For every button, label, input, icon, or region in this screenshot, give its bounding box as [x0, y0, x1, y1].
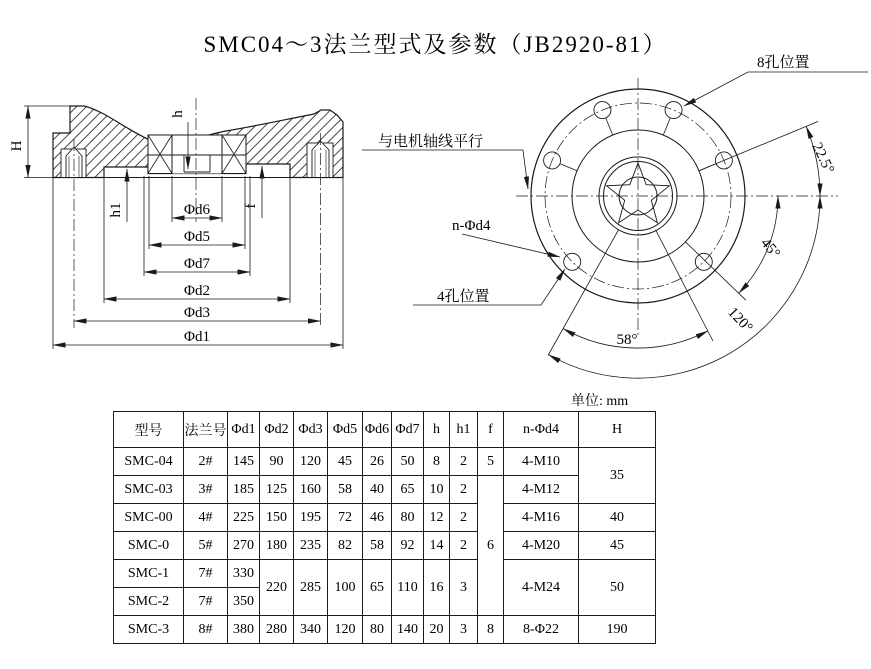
cell-h1: 2 [450, 532, 478, 560]
angle-label-45: 45° [757, 235, 783, 262]
cell-h: 14 [424, 532, 450, 560]
section-view [9, 98, 343, 349]
dim-label-d6: Φd6 [184, 202, 210, 218]
cell-H: 40 [579, 504, 656, 532]
cell-d5: 45 [328, 448, 363, 476]
cell-d5: 72 [328, 504, 363, 532]
page-title: SMC04～3法兰型式及参数（JB2920-81） [203, 32, 668, 57]
dim-label-d5: Φd5 [184, 229, 210, 245]
cell-H: 190 [579, 616, 656, 644]
table-header-row [114, 412, 656, 448]
cell-H: 50 [579, 560, 656, 616]
unit-label: 单位: mm [571, 394, 629, 409]
cell-h1: 2 [450, 476, 478, 504]
header-H: H [579, 412, 656, 448]
cell-d1: 225 [228, 504, 260, 532]
cell-model: SMC-04 [114, 448, 184, 476]
cell-f: 5 [478, 448, 504, 476]
cell-nd4: 8-Φ22 [504, 616, 579, 644]
cell-d5: 58 [328, 476, 363, 504]
front-view [362, 53, 868, 378]
cell-d2: 125 [260, 476, 294, 504]
table-row [114, 532, 656, 560]
cell-d3: 120 [294, 448, 328, 476]
cell-d7: 50 [392, 448, 424, 476]
right-stud-bolt [307, 141, 333, 178]
cell-d3: 235 [294, 532, 328, 560]
header-d1: Φd1 [228, 412, 260, 448]
cell-d3: 160 [294, 476, 328, 504]
cell-flange: 8# [184, 616, 228, 644]
cell-H: 45 [579, 532, 656, 560]
cell-flange: 7# [184, 588, 228, 616]
leader-n-d4 [462, 234, 560, 257]
cell-d7: 110 [392, 560, 424, 616]
label-n-d4: n-Φd4 [452, 218, 491, 234]
header-f: f [478, 412, 504, 448]
header-h1: h1 [450, 412, 478, 448]
cell-d6: 58 [363, 532, 392, 560]
cell-nd4: 4-M24 [504, 560, 579, 616]
cell-d2: 150 [260, 504, 294, 532]
header-nd4: n-Φd4 [504, 412, 579, 448]
table-row [114, 616, 656, 644]
cell-nd4: 4-M10 [504, 448, 579, 476]
cell-d6: 46 [363, 504, 392, 532]
cell-d6: 80 [363, 616, 392, 644]
angle-label-120: 120° [724, 304, 756, 337]
cell-nd4: 4-M20 [504, 532, 579, 560]
cell-d6: 26 [363, 448, 392, 476]
label-parallel-axis: 与电机轴线平行 [378, 134, 484, 150]
table-row [114, 476, 656, 504]
cell-model: SMC-2 [114, 588, 184, 616]
cell-d6: 65 [363, 560, 392, 616]
cell-flange: 3# [184, 476, 228, 504]
header-d2: Φd2 [260, 412, 294, 448]
header-d7: Φd7 [392, 412, 424, 448]
cell-h: 16 [424, 560, 450, 616]
cell-d1: 185 [228, 476, 260, 504]
cell-H: 35 [579, 448, 656, 504]
dim-label-d2: Φd2 [184, 283, 210, 299]
label-8-hole-position: 8孔位置 [757, 55, 810, 71]
cell-d6: 40 [363, 476, 392, 504]
cell-d7: 65 [392, 476, 424, 504]
cell-d7: 92 [392, 532, 424, 560]
header-model: 型号 [114, 412, 184, 448]
cell-d3: 285 [294, 560, 328, 616]
cell-nd4: 4-M16 [504, 504, 579, 532]
cell-d2: 180 [260, 532, 294, 560]
cell-nd4: 4-M12 [504, 476, 579, 504]
cell-d1: 350 [228, 588, 260, 616]
center-bore [148, 135, 246, 174]
cell-h1: 2 [450, 504, 478, 532]
cell-d1: 380 [228, 616, 260, 644]
dim-label-d7: Φd7 [184, 256, 210, 272]
cell-d1: 330 [228, 560, 260, 588]
label-4-hole-position: 4孔位置 [437, 289, 490, 305]
cell-h1: 2 [450, 448, 478, 476]
table-row [114, 504, 656, 532]
cell-model: SMC-03 [114, 476, 184, 504]
angle-label-22-5: 22.5° [808, 140, 837, 177]
cell-d2: 90 [260, 448, 294, 476]
cell-f: 6 [478, 476, 504, 616]
header-d6: Φd6 [363, 412, 392, 448]
cell-d5: 82 [328, 532, 363, 560]
cell-model: SMC-1 [114, 560, 184, 588]
left-stud-bolt [61, 147, 86, 178]
dim-label-f: f [243, 203, 259, 209]
cell-flange: 7# [184, 560, 228, 588]
leader-parallel-axis [362, 150, 528, 189]
cell-h: 10 [424, 476, 450, 504]
cell-d1: 270 [228, 532, 260, 560]
cell-h: 20 [424, 616, 450, 644]
cell-d3: 340 [294, 616, 328, 644]
header-flange: 法兰号 [184, 412, 228, 448]
cell-h1: 3 [450, 616, 478, 644]
leader-8-hole [684, 72, 868, 106]
header-d3: Φd3 [294, 412, 328, 448]
angle-label-58: 58° [616, 332, 638, 348]
cell-flange: 2# [184, 448, 228, 476]
cell-model: SMC-0 [114, 532, 184, 560]
dim-label-d3: Φd3 [184, 305, 210, 321]
parameter-table [113, 411, 656, 644]
cell-h1: 3 [450, 560, 478, 616]
header-d5: Φd5 [328, 412, 363, 448]
cell-d2: 220 [260, 560, 294, 616]
cell-d7: 140 [392, 616, 424, 644]
dim-label-H: H [9, 140, 25, 152]
cell-d5: 120 [328, 616, 363, 644]
cell-model: SMC-00 [114, 504, 184, 532]
table-row [114, 560, 656, 588]
dim-label-h1: h1 [108, 202, 124, 218]
cell-model: SMC-3 [114, 616, 184, 644]
cell-d5: 100 [328, 560, 363, 616]
header-h: h [424, 412, 450, 448]
cell-f: 8 [478, 616, 504, 644]
table-row [114, 448, 656, 476]
cell-d7: 80 [392, 504, 424, 532]
cell-flange: 5# [184, 532, 228, 560]
cell-h: 12 [424, 504, 450, 532]
dim-label-d1: Φd1 [184, 329, 210, 345]
cell-d2: 280 [260, 616, 294, 644]
cell-d3: 195 [294, 504, 328, 532]
cell-d1: 145 [228, 448, 260, 476]
cell-flange: 4# [184, 504, 228, 532]
angle-reference-lines [548, 121, 818, 355]
cell-h: 8 [424, 448, 450, 476]
dim-label-h: h [170, 110, 186, 118]
